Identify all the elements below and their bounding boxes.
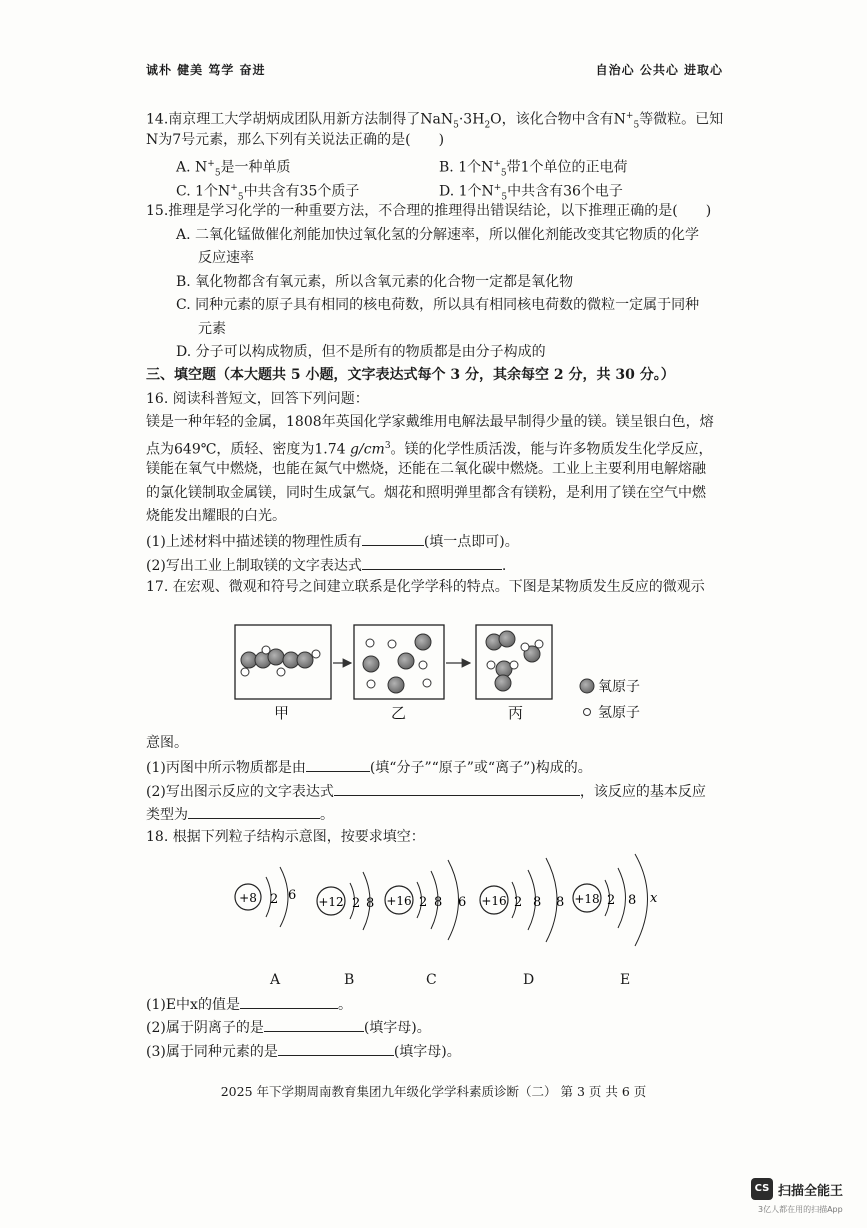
q16-answer-blank-2[interactable] [362, 555, 502, 570]
atom-label-d: D [523, 972, 535, 988]
q14-stem-line2: N为7号元素，那么下列有关说法正确的是( ) [146, 132, 445, 148]
svg-text:+8: +8 [239, 891, 257, 905]
svg-text:8: 8 [533, 895, 542, 910]
q18-subquestion-1: (1)E中x的值是 。 [146, 994, 352, 1014]
atom-diagram-e [573, 854, 658, 946]
svg-text:2: 2 [419, 895, 428, 910]
q17-reaction-diagram [230, 620, 690, 730]
q16-passage-line2: 点为649℃，质轻、密度为1.74 $g/cm^3$。镁的化学性质活泼，能与许多物质发生化学反应， [146, 441, 713, 458]
svg-text:6: 6 [288, 888, 297, 903]
q17-answer-blank-2[interactable] [334, 781, 580, 796]
q15-option-a-line1: A. 二氧化锰做催化剂能加快过氧化氢的分解速率，所以催化剂能改变其它物质的化学 [176, 227, 700, 243]
header-motto-left: 诚朴 健美 笃学 奋进 [146, 63, 266, 77]
atom-label-c: C [426, 972, 437, 988]
q18-stem: 18. 根据下列粒子结构示意图，按要求填空： [146, 829, 425, 845]
svg-text:+16: +16 [481, 894, 507, 908]
camscanner-name: 扫描全能王 [778, 1184, 844, 1199]
legend-oxygen: 氧原子 [598, 679, 640, 695]
section-3-heading: 三、填空题（本大题共 5 小题，文字表达式每个 3 分，其余每空 2 分，共 30 分。） [146, 367, 675, 383]
svg-text:+16: +16 [386, 894, 412, 908]
q18-answer-blank-3[interactable] [278, 1041, 394, 1056]
q14-option-d: D. 1个$N^+_5$中共含有36个电子 [439, 183, 623, 203]
svg-text:+18: +18 [574, 892, 600, 906]
svg-text:2: 2 [514, 895, 523, 910]
hydrogen-atom-icon [584, 709, 591, 716]
camscanner-logo-icon: CS [751, 1178, 773, 1200]
q17-stem-line2: 意图。 [146, 735, 188, 751]
svg-text:2: 2 [352, 896, 361, 911]
svg-text:2: 2 [270, 892, 279, 907]
q15-option-b: B. 氧化物都含有氧元素，所以含氧元素的化合物一定都是氧化物 [176, 274, 574, 290]
q18-subquestion-2: (2)属于阴离子的是 (填字母)。 [146, 1017, 431, 1037]
q15-stem: 15.推理是学习化学的一种重要方法，不合理的推理得出错误结论，以下推理正确的是( ) [146, 203, 712, 219]
q16-stem: 16. 阅读科普短文，回答下列问题： [146, 391, 369, 407]
q15-option-c-line1: C. 同种元素的原子具有相同的核电荷数，所以具有相同核电荷数的微粒一定属于同种 [176, 297, 700, 313]
q14-option-a: A. $N^+_5$是一种单质 [176, 159, 291, 179]
camscanner-tagline: 3亿人都在用的扫描App [758, 1205, 843, 1214]
q17-stem-line1: 17. 在宏观、微观和符号之间建立联系是化学学科的特点。下图是某物质发生反应的微观示 [146, 579, 705, 595]
atom-label-b: B [344, 972, 355, 988]
legend-hydrogen: 氢原子 [598, 705, 640, 721]
atom-diagram-d [480, 858, 564, 942]
svg-text:2: 2 [607, 893, 616, 908]
q17-answer-blank-3[interactable] [188, 804, 320, 819]
svg-text:8: 8 [556, 895, 565, 910]
label-jia: 甲 [274, 704, 290, 722]
q15-option-c-line2: 元素 [198, 321, 226, 337]
q16-passage-line1: 镁是一种年轻的金属，1808年英国化学家戴维用电解法最早制得少量的镁。镁呈银白色，熔 [146, 414, 714, 430]
q14-stem-line1: 14.南京理工大学胡炳成团队用新方法制得了$NaN_5\cdot 3H_2O$，该化合物中含有$N^+_5$等微粒。已知 [146, 111, 724, 131]
svg-text:8: 8 [434, 895, 443, 910]
q16-passage-line5: 烧能发出耀眼的白光。 [146, 508, 286, 524]
separated-atoms [363, 634, 431, 693]
svg-text:6: 6 [458, 895, 467, 910]
header-motto-right: 自治心 公共心 进取心 [595, 63, 723, 77]
q16-passage-line3: 镁能在氧气中燃烧，也能在氮气中燃烧，还能在二氧化碳中燃烧。工业上主要利用电解熔融 [146, 461, 706, 477]
q16-passage-line4: 的氯化镁制取金属镁，同时生成氯气。烟花和照明弹里都含有镁粉，是利用了镁在空气中燃 [146, 485, 706, 501]
svg-text:x: x [650, 891, 658, 906]
atom-label-e: E [620, 972, 631, 988]
svg-text:+12: +12 [318, 895, 344, 909]
oxygen-atom-icon [580, 679, 594, 693]
product-molecules [486, 631, 543, 691]
q18-answer-blank-2[interactable] [264, 1017, 364, 1032]
q14-option-c: C. 1个$N^+_5$中共含有35个质子 [176, 183, 360, 203]
q16-subquestion-2: (2)写出工业上制取镁的文字表达式 . [146, 555, 506, 575]
svg-text:8: 8 [628, 893, 637, 908]
q18-subquestion-3: (3)属于同种元素的是 (填字母)。 [146, 1041, 461, 1061]
atom-diagram-a [235, 867, 296, 927]
q17-subquestion-2-cont: 类型为 。 [146, 804, 334, 824]
q17-subquestion-1: (1)丙图中所示物质都是由 (填“分子”“原子”或“离子”)构成的。 [146, 757, 592, 777]
atom-diagram-c [385, 860, 466, 940]
q18-atom-structure-diagrams [220, 850, 690, 960]
atom-diagram-b [317, 872, 374, 930]
label-yi: 乙 [391, 704, 407, 722]
h2o2-molecules [241, 646, 320, 676]
atom-label-a: A [270, 972, 281, 988]
q17-subquestion-2: (2)写出图示反应的文字表达式 ，该反应的基本反应 [146, 781, 706, 801]
q16-subquestion-1: (1)上述材料中描述镁的物理性质有 (填一点即可)。 [146, 531, 519, 551]
svg-text:8: 8 [366, 896, 375, 911]
q17-answer-blank-1[interactable] [306, 757, 370, 772]
q15-option-a-line2: 反应速率 [198, 250, 254, 266]
q16-answer-blank-1[interactable] [362, 531, 424, 546]
label-bing: 丙 [508, 704, 524, 722]
q14-option-b: B. 1个$N^+_5$带1个单位的正电荷 [439, 159, 628, 179]
q18-answer-blank-1[interactable] [240, 994, 338, 1009]
q15-option-d: D. 分子可以构成物质，但不是所有的物质都是由分子构成的 [176, 344, 546, 360]
page-footer: 2025 年下学期周南教育集团九年级化学学科素质诊断（二） 第 3 页 共 6 页 [220, 1084, 647, 1099]
